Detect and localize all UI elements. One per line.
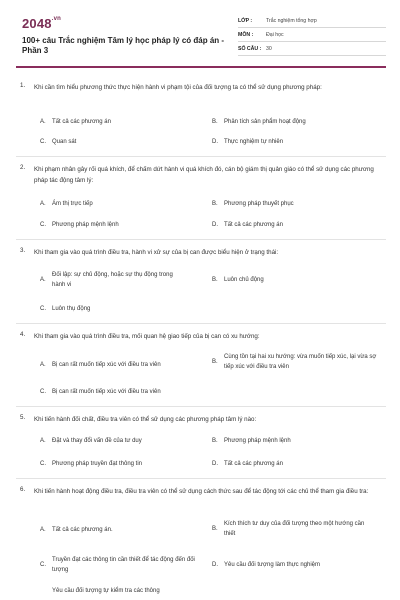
- meta-value: 30: [266, 45, 272, 52]
- option-text: Bị can rất muốn tiếp xúc với điều tra viên: [52, 362, 161, 368]
- question-number: 5.: [20, 414, 26, 421]
- option-letter: B.: [212, 526, 218, 532]
- option-letter: A.: [40, 362, 46, 368]
- option-text: Phân tích sản phẩm hoạt động: [224, 119, 306, 125]
- question-number: 1.: [20, 82, 26, 89]
- option-letter: B.: [212, 359, 218, 365]
- question-divider: [16, 406, 386, 407]
- option-letter: C.: [40, 222, 46, 228]
- option-text: Phương pháp mệnh lệnh: [224, 438, 291, 444]
- option-letter: B.: [212, 201, 218, 207]
- question-divider: [16, 478, 386, 479]
- question-text: Khi phạm nhân gây rối quá khích, để chấm dứt hành vi quá khích đó, cán bộ giám thị quản giáo có thể sử dụng các phương pháp tác động tâm lý:: [34, 166, 374, 184]
- option-letter: D.: [212, 222, 218, 228]
- option-text: Cùng tồn tại hai xu hướng: vừa muốn tiếp xúc, lại vừa sợ tiếp xúc với điều tra viên: [224, 354, 377, 370]
- option-text: Yêu cầu đối tượng tự kiểm tra các thông: [52, 588, 160, 594]
- option-text: Phương pháp thuyết phục: [224, 201, 294, 207]
- page-title: 100+ câu Trắc nghiệm Tâm lý học pháp lý có đáp án - Phần 3: [22, 36, 225, 55]
- option-letter: B.: [212, 277, 218, 283]
- option-letter: B.: [212, 438, 218, 444]
- meta-key: LỚP :: [238, 17, 253, 24]
- option-letter: C.: [40, 306, 46, 312]
- meta-key: MÔN :: [238, 31, 254, 38]
- option-text: Đặt và thay đổi vấn đề của tư duy: [52, 438, 142, 444]
- option-letter: D.: [212, 139, 218, 145]
- option-letter: C.: [40, 562, 46, 568]
- option-letter: D.: [212, 562, 218, 568]
- option-text: Luôn thụ động: [52, 306, 91, 312]
- logo-tld: .vn: [51, 16, 62, 22]
- question-number: 2.: [20, 164, 26, 171]
- question-number: 3.: [20, 247, 26, 254]
- document-header: [16, 10, 386, 62]
- option-text: Tất cả các phương án: [52, 119, 111, 125]
- option-text: Luôn chủ động: [224, 277, 264, 283]
- question-divider: [16, 156, 386, 157]
- option-letter: A.: [40, 527, 46, 533]
- question-text: Khi cần tìm hiểu phương thức thực hiện hành vi phạm tội của đối tượng ta có thể sử dụng phương pháp:: [34, 84, 322, 91]
- meta-row-count: [238, 42, 386, 56]
- option-text: Phương pháp mệnh lệnh: [52, 222, 119, 228]
- meta-value: Đại học: [266, 31, 284, 38]
- option-text: Bị can rất muốn tiếp xúc với điều tra viên: [52, 389, 161, 395]
- question-divider: [16, 239, 386, 240]
- option-text: Thực nghiệm tự nhiên: [224, 139, 284, 145]
- option-text: Phương pháp truyền đạt thông tin: [52, 461, 143, 467]
- option-letter: C.: [40, 389, 46, 395]
- meta-key: SỐ CÂU :: [238, 45, 262, 52]
- option-text: Tất cả các phương án: [224, 461, 283, 467]
- question-number: 6.: [20, 486, 26, 493]
- option-text: Quan sát: [52, 139, 77, 145]
- meta-value: Trắc nghiệm tổng hợp: [266, 17, 317, 24]
- question-text: Khi tham gia vào quá trình điều tra, hành vi xử sự của bị can được biểu hiện ở trạng thái:: [34, 249, 279, 256]
- meta-row-class: [238, 14, 386, 28]
- option-text: Truyền đạt các thông tin cần thiết để tác động đến đối tượng: [52, 557, 195, 573]
- meta-row-subject: [238, 28, 386, 42]
- option-letter: C.: [40, 139, 46, 145]
- question-divider: [16, 323, 386, 324]
- option-letter: A.: [40, 277, 46, 283]
- logo-text: 2048: [22, 16, 52, 31]
- header-divider: [16, 66, 386, 68]
- option-text: Tất cả các phương án: [224, 222, 283, 228]
- option-letter: A.: [40, 438, 46, 444]
- question-number: 4.: [20, 331, 26, 338]
- question-text: Khi tham gia vào quá trình điều tra, mối quan hệ giao tiếp của bị can có xu hướng:: [34, 333, 260, 340]
- option-text: Yêu cầu đối tượng làm thực nghiệm: [224, 562, 321, 568]
- option-letter: A.: [40, 119, 46, 125]
- option-letter: D.: [212, 461, 218, 467]
- option-text: Đối lập: sự chủ động, hoặc sự thụ động trong hành vi: [52, 272, 173, 288]
- option-text: Ám thị trực tiếp: [52, 201, 93, 207]
- question-text: Khi tiến hành đối chất, điều tra viên có thể sử dụng các phương pháp tâm lý nào:: [34, 416, 257, 423]
- option-text: Kích thích tư duy của đối tượng theo một hướng cần thiết: [224, 521, 365, 537]
- option-letter: C.: [40, 461, 46, 467]
- option-letter: A.: [40, 201, 46, 207]
- meta-table: [238, 14, 386, 56]
- option-letter: B.: [212, 119, 218, 125]
- option-text: Tất cả các phương án.: [52, 527, 113, 533]
- question-text: Khi tiến hành hoạt động điều tra, điều tra viên có thể sử dụng cách thức sau để tác động tới các chủ thể tham gia điều tra:: [34, 488, 369, 495]
- site-logo[interactable]: [22, 16, 61, 31]
